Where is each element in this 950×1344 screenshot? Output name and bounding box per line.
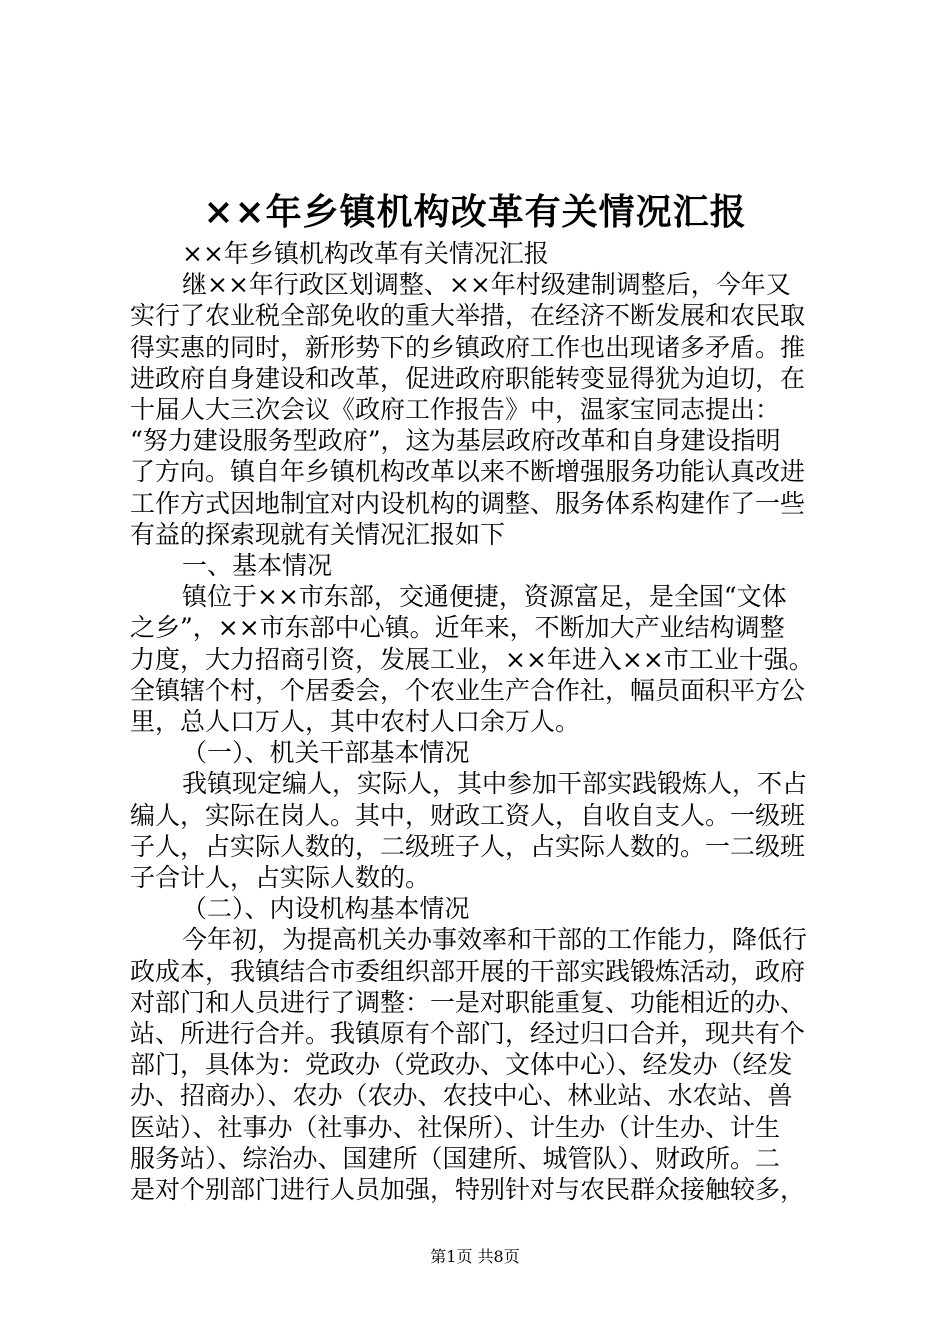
text-line: 是对个别部门进行人员加强，特别针对与农民群众接触较多， [130,1175,806,1205]
text-line: “努力建设服务型政府”，这为基层政府改革和自身建设指明 [130,426,781,456]
text-line: 对部门和人员进行了调整：一是对职能重复、功能相近的办、 [130,987,806,1017]
text-line: 镇位于××市东部，交通便捷，资源富足，是全国“文体 [182,582,787,612]
text-line: 我镇现定编人，实际人，其中参加干部实践锻炼人，不占 [182,769,808,799]
document-body [130,238,850,1205]
text-line: 工作方式因地制宜对内设机构的调整、服务体系构建作了一些 [130,488,806,518]
section-heading: 一、基本情况 [182,551,333,581]
text-line: 之乡”，××市东部中心镇。近年来，不断加大产业结构调整 [130,613,785,643]
text-line: 医站）、社事办（社事办、社保所）、计生办（计生办、计生 [130,1112,781,1142]
text-line: 得实惠的同时，新形势下的乡镇政府工作也出现诸多矛盾。推 [130,332,806,362]
text-line: 了方向。镇自年乡镇机构改革以来不断增强服务功能认真改进 [130,457,806,487]
text-line: 力度，大力招商引资，发展工业，××年进入××市工业十强。 [130,644,814,674]
text-line: 服务站）、综治办、国建所（国建所、城管队）、财政所。二 [130,1143,781,1173]
text-line: 进政府自身建设和改革，促进政府职能转变显得犹为迫切，在 [130,363,806,393]
text-line: 子人，占实际人数的，二级班子人，占实际人数的。一二级班 [130,831,806,861]
text-line: 今年初，为提高机关办事效率和干部的工作能力，降低行 [182,925,808,955]
text-line: 办、招商办）、农办（农办、农技中心、林业站、水农站、兽 [130,1081,793,1111]
text-line: 实行了农业税全部免收的重大举措，在经济不断发展和农民取 [130,301,806,331]
text-line: 政成本，我镇结合市委组织部开展的干部实践锻炼活动，政府 [130,956,806,986]
text-line: 有益的探索现就有关情况汇报如下 [130,519,506,549]
text-line: 十届人大三次会议《政府工作报告》中，温家宝同志提出： [130,395,781,425]
document-title: ××年乡镇机构改革有关情况汇报 [203,191,747,233]
subsection-heading: （二）、内设机构基本情况 [182,894,470,924]
text-line: 编人，实际在岗人。其中，财政工资人，自收自支人。一级班 [130,800,806,830]
text-line: 部门，具体为：党政办（党政办、文体中心）、经发办（经发 [130,1050,793,1080]
text-line: ××年乡镇机构改革有关情况汇报 [182,239,549,268]
subsection-heading: （一）、机关干部基本情况 [182,738,470,768]
text-line: 子合计人，占实际人数的。 [130,863,431,893]
text-line: 里，总人口万人，其中农村人口余万人。 [130,707,581,737]
text-line: 全镇辖个村，个居委会，个农业生产合作社，幅员面积平方公 [130,675,806,705]
text-line: 站、所进行合并。我镇原有个部门，经过归口合并，现共有个 [130,1019,806,1049]
text-line: 继××年行政区划调整、××年村级建制调整后，今年又 [182,270,791,300]
page-footer: 第1页 共8页 [430,1247,520,1266]
